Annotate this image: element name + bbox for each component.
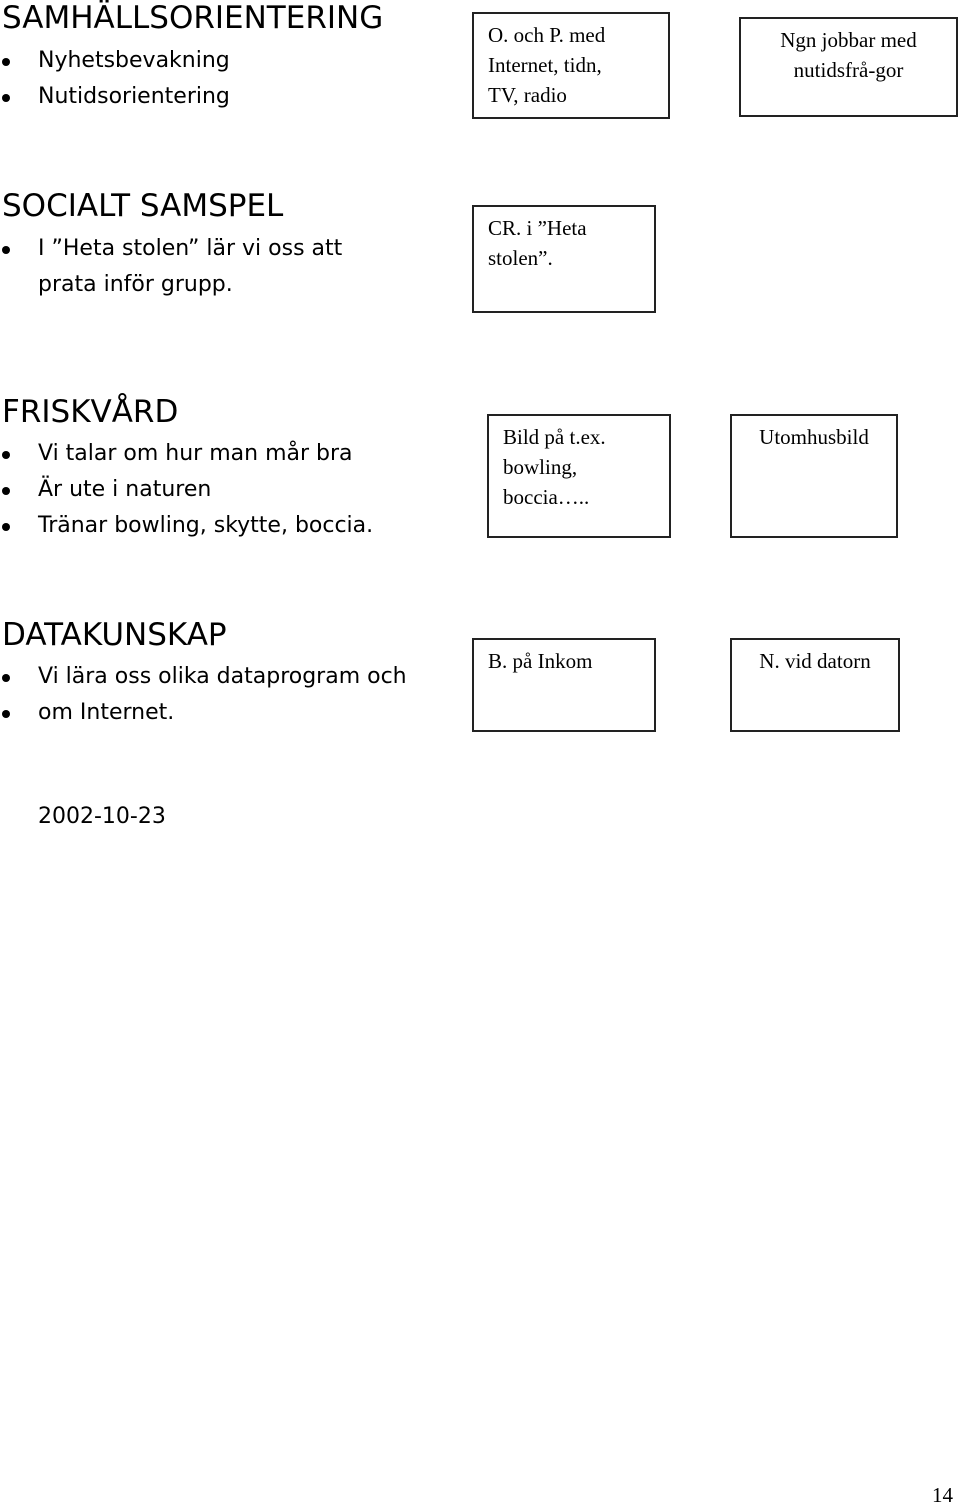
list-item: Nutidsorientering	[0, 79, 230, 115]
list-item: Är ute i naturen	[0, 472, 373, 508]
bullet-list	[0, 231, 342, 303]
bullet-list	[0, 436, 373, 544]
note-box: N. vid datorn	[730, 638, 900, 732]
note-box: CR. i ”Heta stolen”.	[472, 205, 656, 313]
document-date: 2002-10-23	[38, 804, 166, 829]
section-heading: SOCIALT SAMSPEL	[2, 188, 284, 224]
list-item: Nyhetsbevakning	[0, 43, 230, 79]
bullet-list	[0, 43, 230, 115]
note-box: B. på Inkom	[472, 638, 656, 732]
bullet-list	[0, 659, 407, 731]
note-box: Ngn jobbar med nutidsfrå-gor	[739, 17, 958, 117]
list-item: Vi lära oss olika dataprogram och	[0, 659, 407, 695]
section-heading: DATAKUNSKAP	[2, 617, 227, 653]
note-box: Bild på t.ex. bowling, boccia…..	[487, 414, 671, 538]
section-heading: SAMHÄLLSORIENTERING	[2, 0, 384, 36]
list-item: prata inför grupp.	[38, 272, 233, 297]
list-item: Tränar bowling, skytte, boccia.	[0, 508, 373, 544]
list-item: Vi talar om hur man mår bra	[0, 436, 373, 472]
list-item: om Internet.	[0, 695, 407, 731]
list-item: I ”Heta stolen” lär vi oss att	[0, 231, 342, 267]
page-number: 14	[932, 1483, 953, 1507]
section-heading: FRISKVÅRD	[2, 394, 179, 430]
note-box: Utomhusbild	[730, 414, 898, 538]
note-box: O. och P. med Internet, tidn, TV, radio	[472, 12, 670, 119]
